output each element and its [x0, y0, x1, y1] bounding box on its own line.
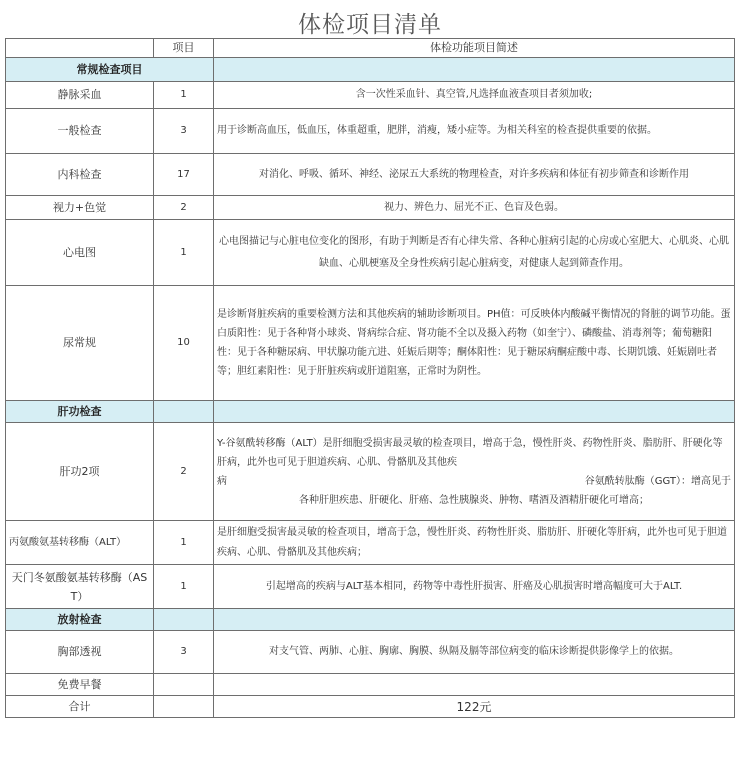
section-title-routine: 常规检查项目 — [6, 58, 214, 82]
item-description: 对支气管、两肺、心脏、胸廓、胸膜、纵隔及膈等部位病变的临床诊断提供影像学上的依据。 — [214, 631, 735, 674]
table-row — [6, 220, 735, 286]
total-label: 合计 — [6, 696, 154, 718]
item-name: 视力+色觉 — [6, 196, 154, 220]
table-header-row — [6, 39, 735, 58]
liver-desc-ggt-detail: 各种肝胆疾患、肝硬化、肝癌、急性胰腺炎、肿物、嗜酒及酒精肝硬化可增高； — [299, 494, 649, 506]
section-blank — [154, 401, 214, 423]
item-name: 一般检查 — [6, 109, 154, 154]
section-title-radiology: 放射检查 — [6, 609, 154, 631]
item-count — [154, 674, 214, 696]
checkup-table — [5, 38, 735, 718]
table-row — [6, 286, 735, 401]
table-row — [6, 154, 735, 196]
item-count: 1 — [154, 521, 214, 565]
item-name: 免费早餐 — [6, 674, 154, 696]
total-row — [6, 696, 735, 718]
table-row — [6, 109, 735, 154]
section-blank — [214, 58, 735, 82]
section-row-liver — [6, 401, 735, 423]
section-title-liver: 肝功检查 — [6, 401, 154, 423]
item-name: 静脉采血 — [6, 82, 154, 109]
section-row-routine — [6, 58, 735, 82]
item-count: 1 — [154, 565, 214, 609]
table-row — [6, 674, 735, 696]
item-description: 用于诊断高血压，低血压，体重超重，肥胖，消瘦，矮小症等。为相关科室的检查提供重要的依据。 — [214, 109, 735, 154]
item-name: 内科检查 — [6, 154, 154, 196]
item-name: 心电图 — [6, 220, 154, 286]
header-cell-name — [6, 39, 154, 58]
section-blank — [214, 401, 735, 423]
page-title: 体检项目清单 — [298, 12, 442, 38]
item-count: 1 — [154, 220, 214, 286]
liver-desc-tail: 病 — [217, 475, 227, 487]
item-description: 是肝细胞受损害最灵敏的检查项目，增高于急，慢性肝炎、药物性肝炎、脂肪肝、肝硬化等肝病，此外也可见于胆道疾病、心肌、骨骼肌及其他疾病； — [214, 521, 735, 565]
table-row — [6, 565, 735, 609]
table-row — [6, 521, 735, 565]
item-name: 尿常规 — [6, 286, 154, 401]
liver-desc-alt: Y-谷氨酰转移酶（ALT）是肝细胞受损害最灵敏的检查项目，增高于急，慢性肝炎、药物性肝炎、脂肪肝、肝硬化等肝病，此外也可见于胆道疾病、心肌、骨骼肌及其他疾 — [217, 437, 723, 468]
section-blank — [154, 609, 214, 631]
header-cell-description: 体检功能项目简述 — [214, 39, 735, 58]
header-cell-item: 项目 — [154, 39, 214, 58]
item-name: 天门冬氨酸氨基转移酶（AST） — [6, 565, 154, 609]
item-count: 2 — [154, 196, 214, 220]
item-description — [214, 674, 735, 696]
item-description: 引起增高的疾病与ALT基本相同，药物等中毒性肝损害、肝癌及心肌损害时增高幅度可大于ALT. — [214, 565, 735, 609]
total-amount: 122元 — [214, 696, 735, 718]
item-name: 肝功2项 — [6, 423, 154, 521]
table-row — [6, 82, 735, 109]
item-count: 17 — [154, 154, 214, 196]
liver-desc-ggt: 谷氨酰转肽酶（GGT）：增高见于 — [584, 475, 731, 487]
table-row — [6, 423, 735, 521]
table-row — [6, 196, 735, 220]
item-count: 3 — [154, 631, 214, 674]
item-description: 对消化、呼吸、循环、神经、泌尿五大系统的物理检查，对许多疾病和体征有初步筛查和诊断作用 — [214, 154, 735, 196]
section-row-radiology — [6, 609, 735, 631]
item-description: 是诊断肾脏疾病的重要检测方法和其他疾病的辅助诊断项目。PH值：可反映体内酸碱平衡情况的肾脏的调节功能。蛋白质阳性：见于各种肾小球炎、肾病综合症、肾功能不全以及摄入药物（如奎宁）、磷酸盐、消毒剂等；葡萄糖阳性：见于各种糖尿病、甲状腺功能亢进、妊娠后期等；酮体阳性：见于糖尿病酮症酸中毒、长期饥饿、妊娠剧吐者等；胆红素阳性：见于肝脏疾病或肝道阻塞，正常时为阴性。 — [214, 286, 735, 401]
item-count: 3 — [154, 109, 214, 154]
item-count: 1 — [154, 82, 214, 109]
item-description: 含一次性采血针、真空管,凡选择血液查项目者须加收; — [214, 82, 735, 109]
total-count — [154, 696, 214, 718]
item-description: 心电图描记与心脏电位变化的图形，有助于判断是否有心律失常、各种心脏病引起的心房或心室肥大、心肌炎、心肌缺血、心肌梗塞及全身性疾病引起心脏病变，对健康人起到筛查作用。 — [214, 220, 735, 286]
item-count: 10 — [154, 286, 214, 401]
item-count: 2 — [154, 423, 214, 521]
item-description — [214, 423, 735, 521]
table-row — [6, 631, 735, 674]
item-description: 视力、辨色力、屈光不正、色盲及色弱。 — [214, 196, 735, 220]
item-name: 胸部透视 — [6, 631, 154, 674]
section-blank — [214, 609, 735, 631]
item-name: 丙氨酸氨基转移酶（ALT） — [6, 521, 154, 565]
